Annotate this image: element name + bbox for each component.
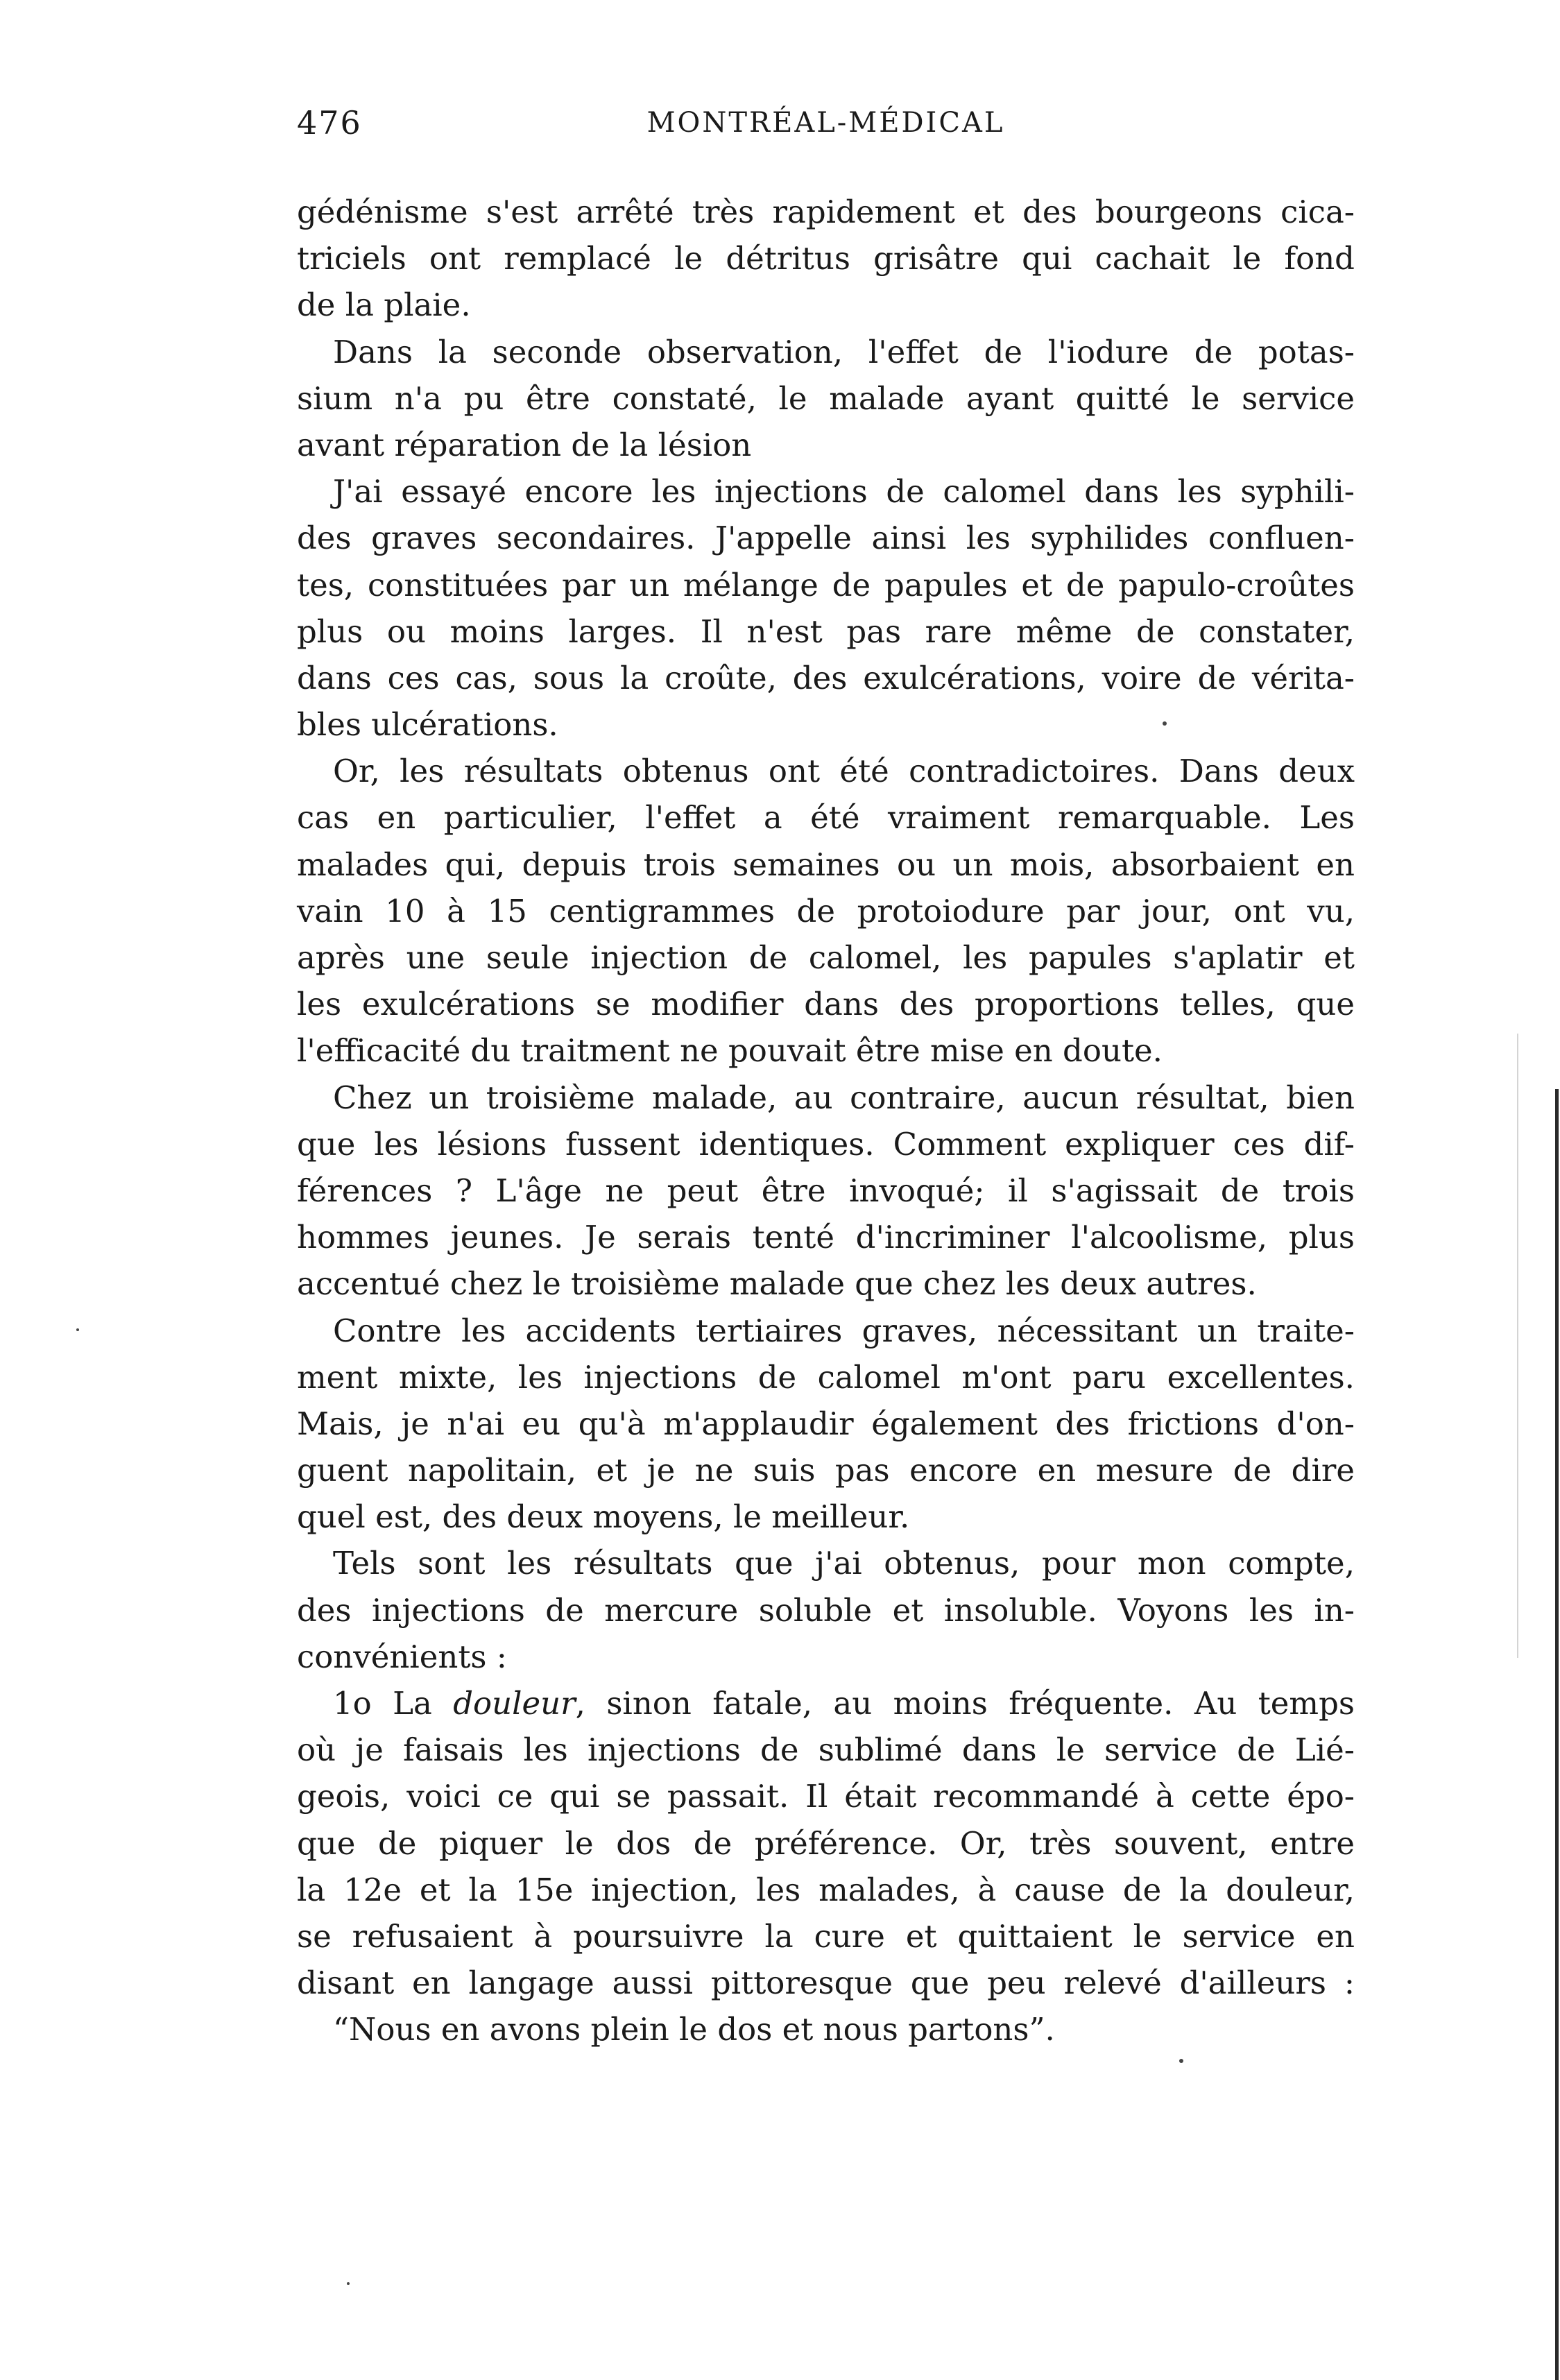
text-line: la 12e et la 15e injection, les malades, à cause de la douleur, (297, 1871, 1355, 1908)
scan-edge-rule (1555, 1089, 1559, 2380)
text-line: de la plaie. (297, 286, 471, 324)
scan-faint-rule (1517, 1034, 1518, 1658)
text-line: sium n'a pu être constaté, le malade ayant quitté le service (297, 379, 1355, 417)
scan-speck (347, 2282, 350, 2285)
text-line: disant en langage aussi pittoresque que peu relevé d'ailleurs : (297, 1964, 1355, 2002)
text-line: accentué chez le troisième malade que chez les deux autres. (297, 1265, 1257, 1303)
text-line: avant réparation de la lésion (297, 426, 752, 463)
page-header (297, 104, 1355, 153)
text-line: cas en particulier, l'effet a été vraiment remarquable. Les (297, 799, 1355, 837)
text-line: Tels sont les résultats que j'ai obtenus, pour mon compte, (333, 1545, 1355, 1582)
text-line: ment mixte, les injections de calomel m'ont paru excellentes. (297, 1358, 1355, 1396)
text-line: tes, constituées par un mélange de papules et de papulo-croûtes (297, 566, 1355, 603)
text-line: malades qui, depuis trois semaines ou un mois, absorbaient en (297, 846, 1355, 883)
text-line: Contre les accidents tertiaires graves, nécessitant un traite- (333, 1312, 1355, 1349)
text-line: geois, voici ce qui se passait. Il était recommandé à cette épo- (297, 1778, 1355, 1815)
text-segment: , sinon fatale, au moins fréquente. Au temps (575, 1685, 1355, 1722)
text-line: l'efficacité du traitment ne pouvait être mise en doute. (297, 1032, 1163, 1070)
text-line: après une seule injection de calomel, les papules s'aplatir et (297, 939, 1355, 976)
text-line: J'ai essayé encore les injections de calomel dans les syphili- (333, 473, 1355, 511)
text-segment: 1o La (333, 1685, 454, 1722)
text-line: bles ulcérations. (297, 706, 558, 744)
text-line: que de piquer le dos de préférence. Or, très souvent, entre (297, 1824, 1355, 1862)
text-line: plus ou moins larges. Il n'est pas rare même de constater, (297, 613, 1355, 650)
italic-term: douleur (453, 1685, 576, 1722)
text-line: convénients : (297, 1638, 507, 1675)
text-line: les exulcérations se modifier dans des proportions telles, que (297, 986, 1355, 1023)
text-line: que les lésions fussent identiques. Comment expliquer ces dif- (297, 1125, 1355, 1163)
quote-line: “Nous en avons plein le dos et nous partons”. (333, 2011, 1055, 2048)
text-line: se refusaient à poursuivre la cure et quittaient le service en (297, 1917, 1355, 1955)
text-line: vain 10 à 15 centigrammes de protoiodure par jour, ont vu, (297, 892, 1355, 930)
text-line: gédénisme s'est arrêté très rapidement et des bourgeons cica- (297, 194, 1355, 230)
text-line: férences ? L'âge ne peut être invoqué; il s'agissait de trois (297, 1172, 1355, 1209)
running-head: MONTRÉAL-MÉDICAL (646, 107, 1005, 139)
text-line: triciels ont remplacé le détritus grisâtre qui cachait le fond (297, 240, 1355, 277)
text-line: hommes jeunes. Je serais tenté d'incriminer l'alcoolisme, plus (297, 1219, 1355, 1256)
text-line: quel est, des deux moyens, le meilleur. (297, 1498, 910, 1536)
scan-speck (1179, 2059, 1183, 2063)
text-line: guent napolitain, et je ne suis pas encore en mesure de dire (297, 1452, 1355, 1489)
scan-speck (1163, 721, 1167, 726)
text-line: où je faisais les injections de sublimé dans le service de Lié- (297, 1731, 1355, 1769)
text-line: des injections de mercure soluble et insoluble. Voyons les in- (297, 1591, 1355, 1629)
text-line: Dans la seconde observation, l'effet de l'iodure de potas- (333, 333, 1355, 370)
scan-speck (76, 1328, 79, 1331)
text-line-with-italic (297, 1680, 1355, 1727)
text-line: des graves secondaires. J'appelle ainsi les syphilides confluen- (297, 520, 1355, 557)
body-text (297, 189, 1355, 2053)
text-line: dans ces cas, sous la croûte, des exulcérations, voire de vérita- (297, 659, 1355, 696)
text-line: Or, les résultats obtenus ont été contradictoires. Dans deux (333, 753, 1355, 790)
page-number: 476 (297, 104, 362, 142)
text-line: Chez un troisième malade, au contraire, aucun résultat, bien (333, 1079, 1355, 1116)
text-line: Mais, je n'ai eu qu'à m'applaudir également des frictions d'on- (297, 1405, 1355, 1442)
